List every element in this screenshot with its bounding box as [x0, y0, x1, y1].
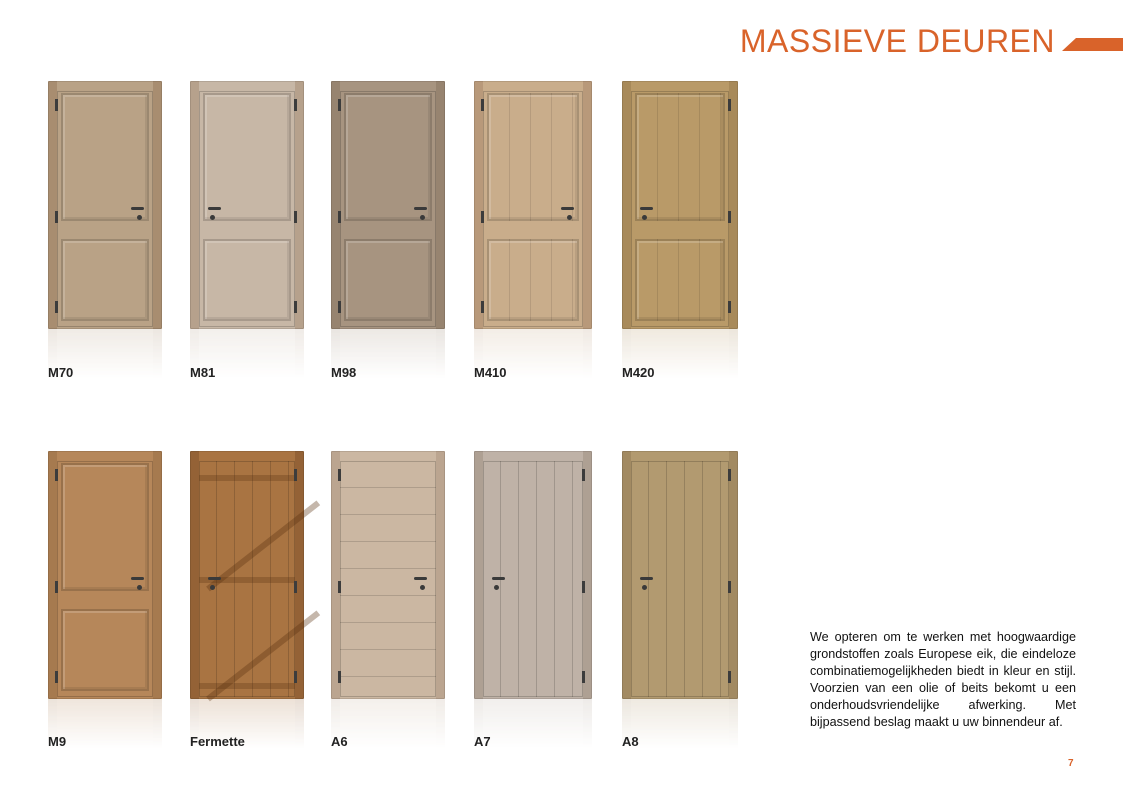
- door-rail: [199, 475, 295, 481]
- door-panel: [635, 239, 725, 321]
- door-handle-icon: [414, 207, 427, 210]
- door-handle-icon: [208, 207, 221, 210]
- door-image: [190, 81, 304, 329]
- hinge-icon: [582, 469, 585, 481]
- door-model-label: M81: [190, 365, 216, 380]
- door-model-label: M98: [331, 365, 357, 380]
- hinge-icon: [338, 469, 341, 481]
- hinge-icon: [728, 671, 731, 683]
- keyhole-icon: [210, 585, 215, 590]
- door-image: [622, 451, 738, 699]
- door-image: [48, 451, 162, 699]
- hinge-icon: [728, 581, 731, 593]
- door-panel: [344, 93, 432, 221]
- hinge-icon: [728, 469, 731, 481]
- keyhole-icon: [567, 215, 572, 220]
- hinge-icon: [582, 671, 585, 683]
- hinge-icon: [294, 469, 297, 481]
- door-handle-icon: [640, 577, 653, 580]
- door-model-label: M420: [622, 365, 655, 380]
- door-model-label: A6: [331, 734, 348, 749]
- description-text: We opteren om te werken met hoogwaardige grondstoffen zoals Europese eik, die eindeloze combinatiemogelijkheden biedt in kleur en stijl. Voorzien van een olie of beits bekomt u een onderhoudsvriendelijke afwerking. Met bijpassend beslag maakt u uw binnendeur af.: [810, 630, 1076, 730]
- door-handle-icon: [414, 577, 427, 580]
- keyhole-icon: [420, 585, 425, 590]
- door-handle-icon: [131, 577, 144, 580]
- door-reflection: [622, 699, 738, 749]
- door-rail: [199, 683, 295, 689]
- hinge-icon: [582, 581, 585, 593]
- keyhole-icon: [420, 215, 425, 220]
- page-title: MASSIEVE DEUREN: [739, 23, 1055, 59]
- door-image: [474, 81, 592, 329]
- hinge-icon: [294, 301, 297, 313]
- door-panel: [344, 239, 432, 321]
- hinge-icon: [481, 99, 484, 111]
- door-panel: [635, 93, 725, 221]
- door-model-label: M9: [48, 734, 67, 749]
- hinge-icon: [728, 99, 731, 111]
- door-panel: [487, 239, 579, 321]
- hinge-icon: [294, 581, 297, 593]
- keyhole-icon: [642, 215, 647, 220]
- door-reflection: [331, 699, 445, 749]
- door-model-label: M70: [48, 365, 74, 380]
- keyhole-icon: [494, 585, 499, 590]
- door-panel: [203, 239, 291, 321]
- hinge-icon: [338, 671, 341, 683]
- door-panel: [61, 463, 149, 591]
- door-handle-icon: [492, 577, 505, 580]
- door-panel: [61, 239, 149, 321]
- door-image: [190, 451, 304, 699]
- title-accent-bar: [1062, 38, 1123, 51]
- hinge-icon: [338, 99, 341, 111]
- hinge-icon: [338, 581, 341, 593]
- page-number: 7: [1068, 758, 1074, 769]
- hinge-icon: [294, 211, 297, 223]
- door-image: [331, 81, 445, 329]
- hinge-icon: [728, 301, 731, 313]
- hinge-icon: [294, 671, 297, 683]
- door-model-label: A8: [622, 734, 639, 749]
- hinge-icon: [55, 469, 58, 481]
- keyhole-icon: [137, 215, 142, 220]
- door-panel: [61, 93, 149, 221]
- hinge-icon: [55, 99, 58, 111]
- door-image: [48, 81, 162, 329]
- door-model-label: M410: [474, 365, 507, 380]
- hinge-icon: [338, 211, 341, 223]
- keyhole-icon: [642, 585, 647, 590]
- hinge-icon: [55, 581, 58, 593]
- hinge-icon: [55, 211, 58, 223]
- door-handle-icon: [561, 207, 574, 210]
- hinge-icon: [481, 211, 484, 223]
- door-panel: [487, 93, 579, 221]
- keyhole-icon: [137, 585, 142, 590]
- door-handle-icon: [131, 207, 144, 210]
- hinge-icon: [55, 671, 58, 683]
- door-image: [622, 81, 738, 329]
- hinge-icon: [728, 211, 731, 223]
- hinge-icon: [55, 301, 58, 313]
- door-image: [331, 451, 445, 699]
- door-model-label: A7: [474, 734, 491, 749]
- keyhole-icon: [210, 215, 215, 220]
- door-panel: [203, 93, 291, 221]
- door-panel: [61, 609, 149, 691]
- door-model-label: Fermette: [190, 734, 245, 749]
- door-image: [474, 451, 592, 699]
- door-handle-icon: [208, 577, 221, 580]
- door-reflection: [474, 699, 592, 749]
- door-handle-icon: [640, 207, 653, 210]
- hinge-icon: [338, 301, 341, 313]
- hinge-icon: [294, 99, 297, 111]
- hinge-icon: [481, 301, 484, 313]
